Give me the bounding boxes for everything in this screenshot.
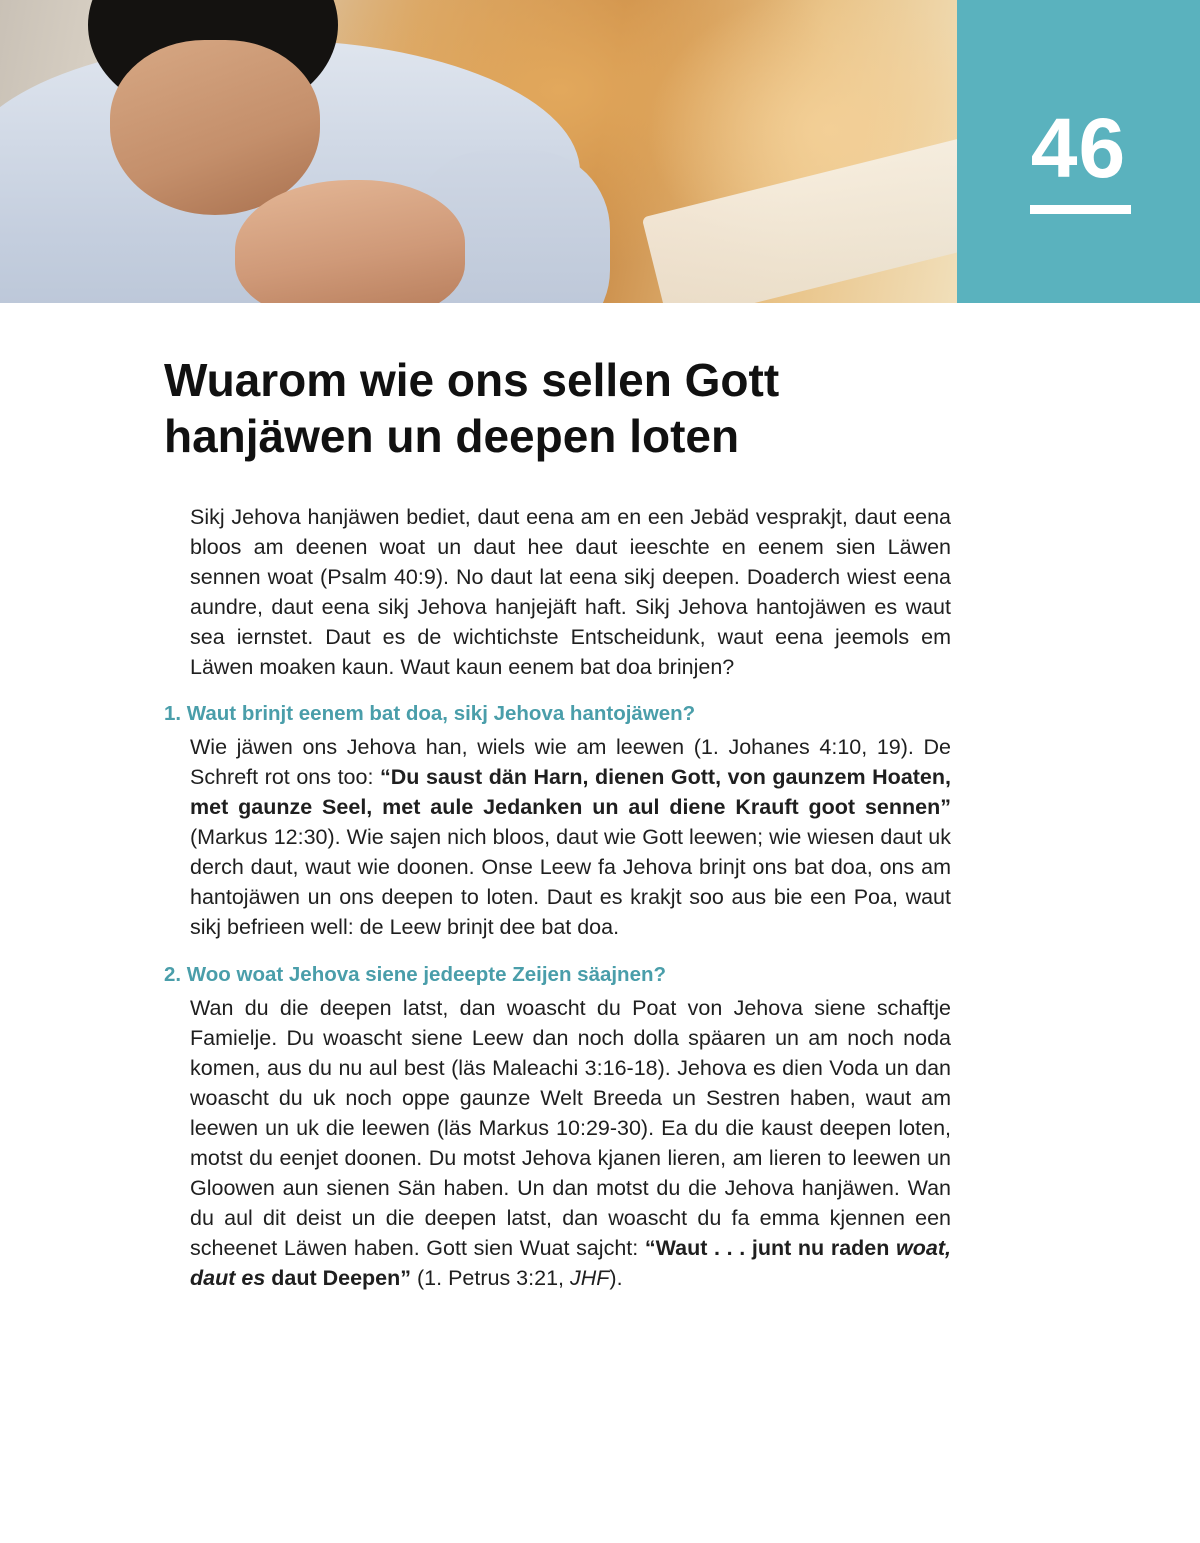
hero-photo xyxy=(0,0,957,303)
answer-2-text: Wan du die deepen latst, dan woascht du Poat von Jehova siene schaftje Famielje. Du woascht siene Leew dan noch dolla späaren un am noch noda komen, aus du nu aul best (läs Maleachi 3:16-18). Jehova es dien Voda un dan woascht du uk noch oppe gaunze Welt Breeda un Sestren haben, waut am leewen un uk die leewen (läs Markus 10:29-30). Ea du die kaust deepen loten, motst du eenjet doonen. Du motst Jehova kjanen lieren, am lieren to leewen un Gloowen aun sienen Sän haben. Un dan motst du die Jehova hanjäwen. Wan du aul dit deist un die deepen latst, dan woascht du fa emma kjennen een scheenet Läwen haben. Gott sien Wuat sajcht: xyxy=(190,996,951,1260)
quote-part-b: daut Deepen” xyxy=(265,1266,412,1290)
title-line-1: Wuarom wie ons sellen Gott xyxy=(164,354,780,406)
photo-open-book xyxy=(642,136,957,303)
reference-b: ). xyxy=(609,1266,623,1290)
chapter-badge xyxy=(957,0,1200,303)
quote-italic: woat, daut es xyxy=(190,1236,951,1290)
reference-italic: JHF xyxy=(569,1266,610,1290)
photo-face xyxy=(110,40,320,215)
question-heading-2: 2. Woo woat Jehova siene jedeepte Zeijen säajnen? xyxy=(164,963,667,986)
answer-paragraph-1 xyxy=(190,732,951,942)
quote-part-a: “Waut . . . junt nu raden xyxy=(644,1236,897,1260)
question-heading-1: 1. Waut brinjt eenem bat doa, sikj Jehova hantojäwen? xyxy=(164,702,696,725)
photo-folded-hands xyxy=(235,180,465,303)
answer-1-text-a: Wie jäwen ons Jehova han, wiels wie am leewen (1. Johanes 4:10, 19). De Schreft rot ons too: xyxy=(190,735,951,789)
chapter-underline xyxy=(1030,205,1131,214)
article-body xyxy=(164,502,951,1293)
answer-paragraph-2 xyxy=(190,993,951,1293)
chapter-number: 46 xyxy=(1030,101,1127,195)
title-line-2: hanjäwen un deepen loten xyxy=(164,410,740,462)
answer-1-text-b: (Markus 12:30). Wie sajen nich bloos, daut wie Gott leewen; wie wiesen daut uk derch daut, waut wie doonen. Onse Leew fa Jehova brinjt ons bat doa, ons am hantojäwen un ons deepen to loten. Daut es krakjt soo aus bie een Poa, waut sikj befrieen well: de Leew brinjt dee bat doa. xyxy=(190,825,951,939)
intro-paragraph: Sikj Jehova hanjäwen bediet, daut eena am en een Jebäd vesprakjt, daut eena bloos am deenen woat un daut hee daut ieeschte en eenem sien Läwen sennen woat (Psalm 40:9). No daut lat eena sikj deepen. Doaderch wiest eena aundre, daut eena sikj Jehova hanjejäft haft. Sikj Jehova hantojäwen es waut sea iernstet. Daut es de wichtichste Entscheidunk, waut eena jeemols em Läwen moaken kaun. Waut kaun eenem bat doa brinjen? xyxy=(190,505,951,679)
reference-a: (1. Petrus 3:21, xyxy=(411,1266,570,1290)
scripture-quote-markus: “Du saust dän Harn, dienen Gott, von gaunzem Hoaten, met gaunze Seel, met aule Jedanken un aul diene Krauft goot sennen” xyxy=(190,765,951,819)
page-title xyxy=(164,352,964,464)
